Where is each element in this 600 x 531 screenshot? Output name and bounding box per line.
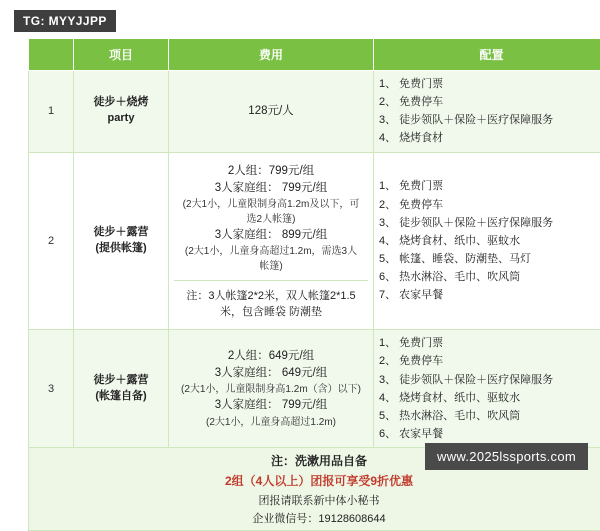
footer-line-4: 企业微信号：19128608644 (34, 510, 600, 526)
fee-subtext: (2大1小，儿童身高超过1.2m，需选3人帐篷) (180, 244, 362, 274)
table-header-row (29, 39, 600, 71)
header-config: 配置 (374, 39, 600, 71)
table-row (29, 152, 600, 330)
header-item: 项目 (74, 39, 169, 71)
fee-note: 注：3人帐篷2*2米，双人帐篷2*1.5米，包含睡袋 防潮垫 (174, 280, 368, 325)
config-item: 2、 免费停车 (379, 196, 600, 214)
fee-text: 128元/人 (180, 103, 362, 120)
config-item: 7、 农家早餐 (379, 286, 600, 304)
row-item-name: 徒步＋烧烤 party (74, 71, 169, 153)
fee-lines (174, 157, 368, 281)
row-config (374, 152, 600, 330)
fee-text: 2人组：799元/组 (180, 163, 362, 180)
config-item: 1、 免费门票 (379, 75, 600, 93)
telegram-badge: TG: MYYJJPP (14, 10, 116, 32)
config-item: 4、 烧烤食材、纸巾、驱蚊水 (379, 232, 600, 250)
row-fee (169, 152, 374, 330)
row-index: 3 (29, 330, 74, 448)
config-item: 5、 帐篷、睡袋、防潮垫、马灯 (379, 250, 600, 268)
header-index (29, 39, 74, 71)
config-item: 3、 徒步领队＋保险＋医疗保障服务 (379, 371, 600, 389)
config-item: 1、 免费门票 (379, 177, 600, 195)
fee-lines (174, 97, 368, 126)
config-item: 6、 热水淋浴、毛巾、吹风筒 (379, 268, 600, 286)
config-item: 4、 烧烤食材 (379, 129, 600, 147)
row-fee (169, 71, 374, 153)
config-item: 2、 免费停车 (379, 93, 600, 111)
fee-subtext: (2大1小，儿童限制身高1.2m及以下，可选2人帐篷) (180, 197, 362, 227)
config-item: 3、 徒步领队＋保险＋医疗保障服务 (379, 111, 600, 129)
row-item-name: 徒步＋露营 (提供帐篷) (74, 152, 169, 330)
row-index: 2 (29, 152, 74, 330)
fee-text: 3人家庭组： 799元/组 (180, 397, 362, 414)
fee-text: 2人组：649元/组 (180, 348, 362, 365)
fee-subtext: (2大1小，儿童限制身高1.2m（含）以下) (180, 382, 362, 397)
fee-text: 3人家庭组： 899元/组 (180, 227, 362, 244)
config-item: 1、 免费门票 (379, 334, 600, 352)
row-config (374, 71, 600, 153)
row-fee (169, 330, 374, 448)
footer-line-1: 注：洗漱用品自备 (34, 452, 600, 469)
footer-line-3: 团报请联系新中体小秘书 (34, 492, 600, 508)
fee-subtext: (2大1小，儿童身高超过1.2m) (180, 415, 362, 430)
row-config (374, 330, 600, 448)
row-index: 1 (29, 71, 74, 153)
row-item-name: 徒步＋露营 (帐篷自备) (74, 330, 169, 448)
fee-text: 3人家庭组： 649元/组 (180, 365, 362, 382)
config-item: 4、 烧烤食材、纸巾、驱蚊水 (379, 389, 600, 407)
config-item: 6、 农家早餐 (379, 425, 600, 443)
table-row (29, 71, 600, 153)
config-item: 2、 免费停车 (379, 352, 600, 370)
config-list (379, 75, 600, 148)
footer-line-2: 2组（4人以上）团报可享受9折优惠 (34, 472, 600, 489)
fee-text: 3人家庭组： 799元/组 (180, 180, 362, 197)
config-item: 5、 热水淋浴、毛巾、吹风筒 (379, 407, 600, 425)
config-list (379, 334, 600, 443)
header-fee: 费用 (169, 39, 374, 71)
config-list (379, 177, 600, 304)
table-header (29, 39, 600, 71)
fee-lines (174, 342, 368, 436)
site-watermark: www.2025lssports.com (425, 443, 588, 470)
table-row (29, 330, 600, 448)
config-item: 3、 徒步领队＋保险＋医疗保障服务 (379, 214, 600, 232)
